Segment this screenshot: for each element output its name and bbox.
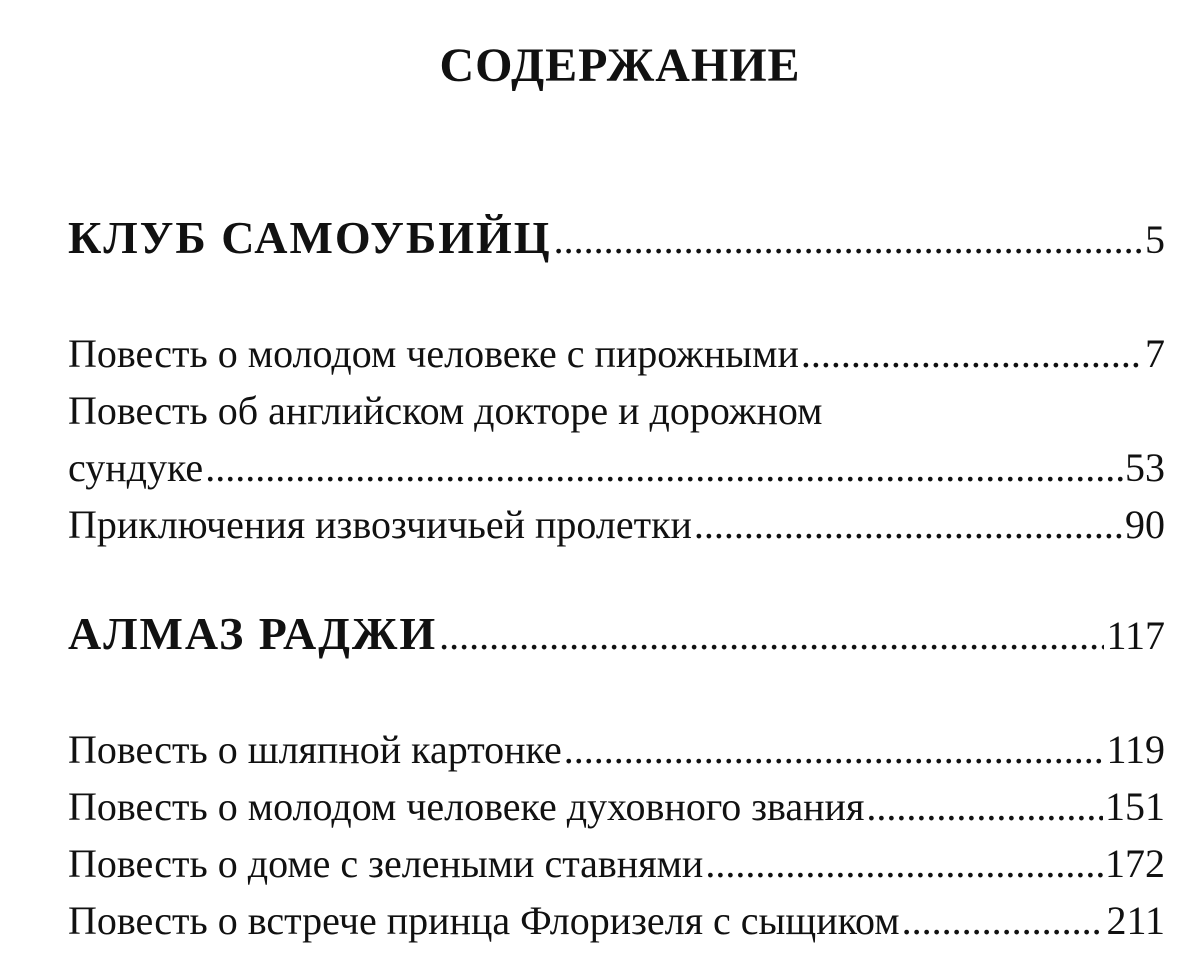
- dot-leader: [694, 497, 1123, 553]
- toc-section-heading: [68, 604, 1165, 666]
- dot-leader: [902, 893, 1105, 949]
- toc-section-heading: [68, 208, 1165, 270]
- toc-entry: [68, 326, 1165, 382]
- toc-entry: [68, 497, 1165, 553]
- page-number: 53: [1125, 445, 1165, 490]
- dot-leader: [205, 440, 1123, 496]
- toc-entry: [68, 893, 1165, 949]
- entry-title: Повесть о молодом человеке с пирожными: [68, 331, 799, 376]
- page-number: 117: [1106, 613, 1165, 658]
- dot-leader: [866, 779, 1103, 835]
- page-number: 7: [1145, 331, 1165, 376]
- toc-entry-title-line: Повесть об английском докторе и дорожном: [68, 388, 823, 433]
- dot-leader: [705, 836, 1103, 892]
- toc-entry: [68, 722, 1165, 778]
- dot-leader: [554, 210, 1143, 270]
- page-title: СОДЕРЖАНИЕ: [439, 39, 801, 92]
- page-number: 172: [1105, 841, 1165, 886]
- entry-title: Приключения извозчичьей пролетки: [68, 502, 692, 547]
- page-number: 119: [1106, 727, 1165, 772]
- page-number: 5: [1145, 217, 1165, 262]
- entry-title: Повесть о молодом человеке духовного звания: [68, 784, 865, 829]
- page-number: 211: [1106, 898, 1165, 943]
- entry-title: Повесть о шляпной картонке: [68, 727, 562, 772]
- dot-leader: [439, 606, 1104, 666]
- dot-leader: [801, 326, 1143, 382]
- toc-entry: [68, 440, 1165, 496]
- page-number: 151: [1105, 784, 1165, 829]
- entry-title: Повесть о доме с зелеными ставнями: [68, 841, 704, 886]
- toc-entry: [68, 779, 1165, 835]
- section-title: КЛУБ САМОУБИЙЦ: [68, 212, 552, 263]
- entry-title: сундуке: [68, 445, 204, 490]
- page-number: 90: [1125, 502, 1165, 547]
- entry-title: Повесть о встрече принца Флоризеля с сыщиком: [68, 898, 900, 943]
- toc-entry: [68, 836, 1165, 892]
- dot-leader: [564, 722, 1105, 778]
- section-title: АЛМАЗ РАДЖИ: [68, 608, 438, 659]
